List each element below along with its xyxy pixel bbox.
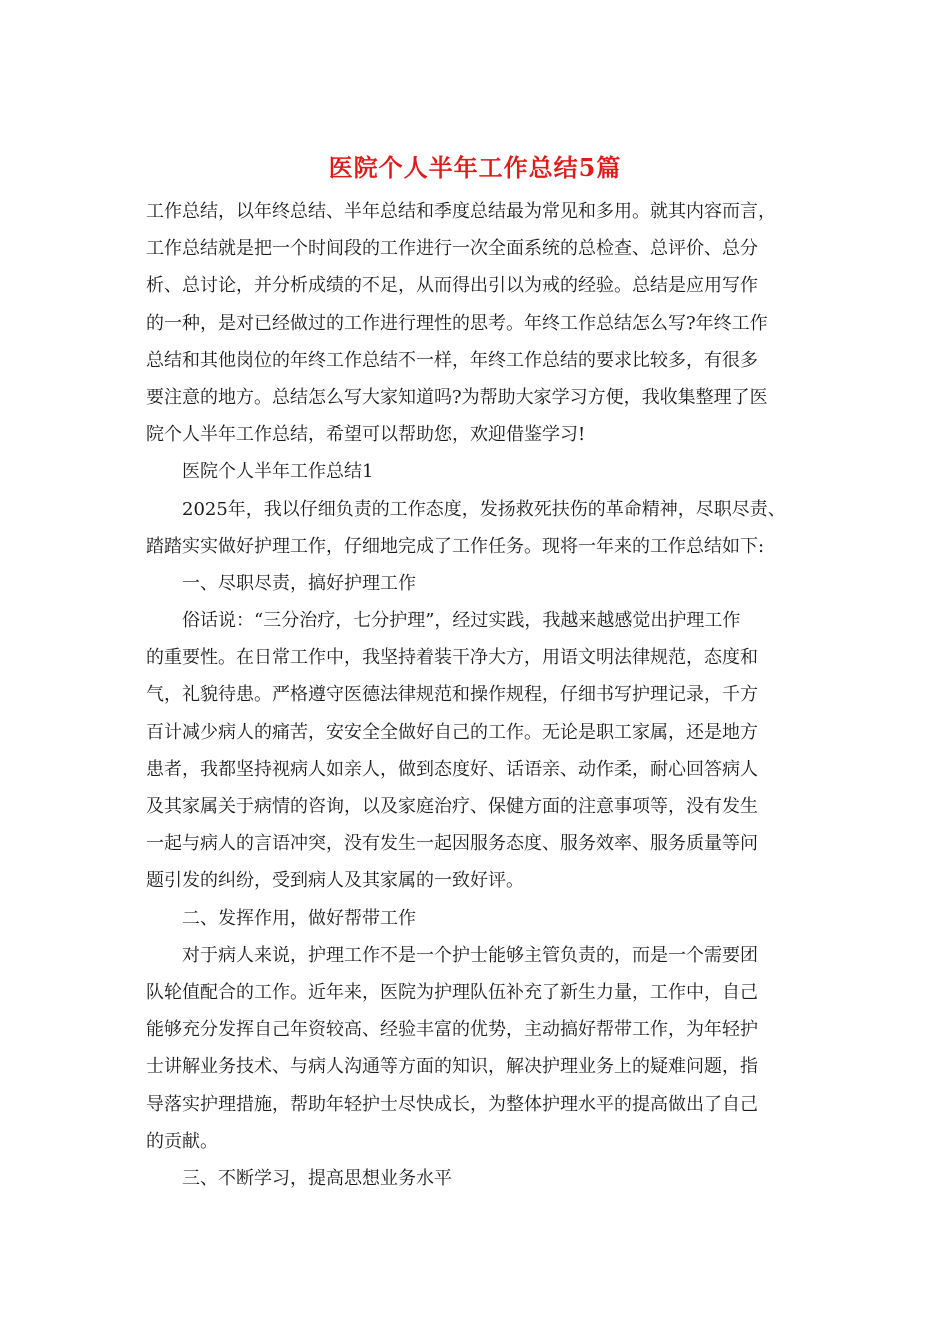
text-line: 俗话说：“三分治疗，七分护理”，经过实践，我越来越感觉出护理工作	[182, 610, 741, 632]
text-line: 百计减少病人的痛苦，安安全全做好自己的工作。无论是职工家属，还是地方	[146, 721, 758, 743]
text-line: 三、不断学习，提高思想业务水平	[182, 1167, 452, 1189]
text-line: 的贡献。	[146, 1130, 218, 1152]
text-line: 工作总结就是把一个时间段的工作进行一次全面系统的总检查、总评价、总分	[146, 238, 758, 260]
text-line: 医院个人半年工作总结1	[182, 461, 374, 483]
text-line: 队轮值配合的工作。近年来，医院为护理队伍补充了新生力量，工作中，自己	[146, 981, 758, 1003]
text-line: 士讲解业务技术、与病人沟通等方面的知识，解决护理业务上的疑难问题，指	[146, 1056, 758, 1078]
text-line: 气，礼貌待患。严格遵守医德法律规范和操作规程，仔细书写护理记录，千方	[146, 684, 758, 706]
text-line: 院个人半年工作总结，希望可以帮助您，欢迎借鉴学习!	[146, 424, 586, 446]
text-line: 的一种，是对已经做过的工作进行理性的思考。年终工作总结怎么写?年终工作	[146, 312, 768, 334]
text-line: 要注意的地方。总结怎么写大家知道吗?为帮助大家学习方便，我收集整理了医	[146, 386, 768, 408]
text-line: 二、发挥作用，做好帮带工作	[182, 907, 416, 929]
text-line: 一起与病人的言语冲突，没有发生一起因服务态度、服务效率、服务质量等问	[146, 833, 758, 855]
text-line: 的重要性。在日常工作中，我坚持着装干净大方，用语文明法律规范，态度和	[146, 647, 758, 669]
text-line: 总结和其他岗位的年终工作总结不一样，年终工作总结的要求比较多，有很多	[146, 349, 758, 371]
text-line: 患者，我都坚持视病人如亲人，做到态度好、话语亲、动作柔，耐心回答病人	[146, 758, 758, 780]
document-body	[146, 193, 806, 1197]
text-line: 2025年，我以仔细负责的工作态度，发扬救死扶伤的革命精神，尽职尽责、	[182, 498, 786, 520]
text-line: 及其家属关于病情的咨询，以及家庭治疗、保健方面的注意事项等，没有发生	[146, 796, 758, 817]
text-line: 踏踏实实做好护理工作，仔细地完成了工作任务。现将一年来的工作总结如下:	[146, 535, 765, 557]
text-line: 一、尽职尽责，搞好护理工作	[182, 572, 416, 594]
text-line: 工作总结，以年终总结、半年总结和季度总结最为常见和多用。就其内容而言，	[146, 201, 776, 222]
text-line: 析、总讨论，并分析成绩的不足，从而得出引以为戒的经验。总结是应用写作	[146, 275, 758, 297]
document-title: 医院个人半年工作总结5篇	[328, 153, 622, 182]
text-line: 题引发的纠纷，受到病人及其家属的一致好评。	[146, 870, 524, 892]
text-line: 能够充分发挥自己年资较高、经验丰富的优势，主动搞好帮带工作，为年轻护	[146, 1019, 758, 1041]
text-line: 对于病人来说，护理工作不是一个护士能够主管负责的，而是一个需要团	[182, 944, 758, 966]
text-line: 导落实护理措施，帮助年轻护士尽快成长，为整体护理水平的提高做出了自己	[146, 1093, 758, 1115]
